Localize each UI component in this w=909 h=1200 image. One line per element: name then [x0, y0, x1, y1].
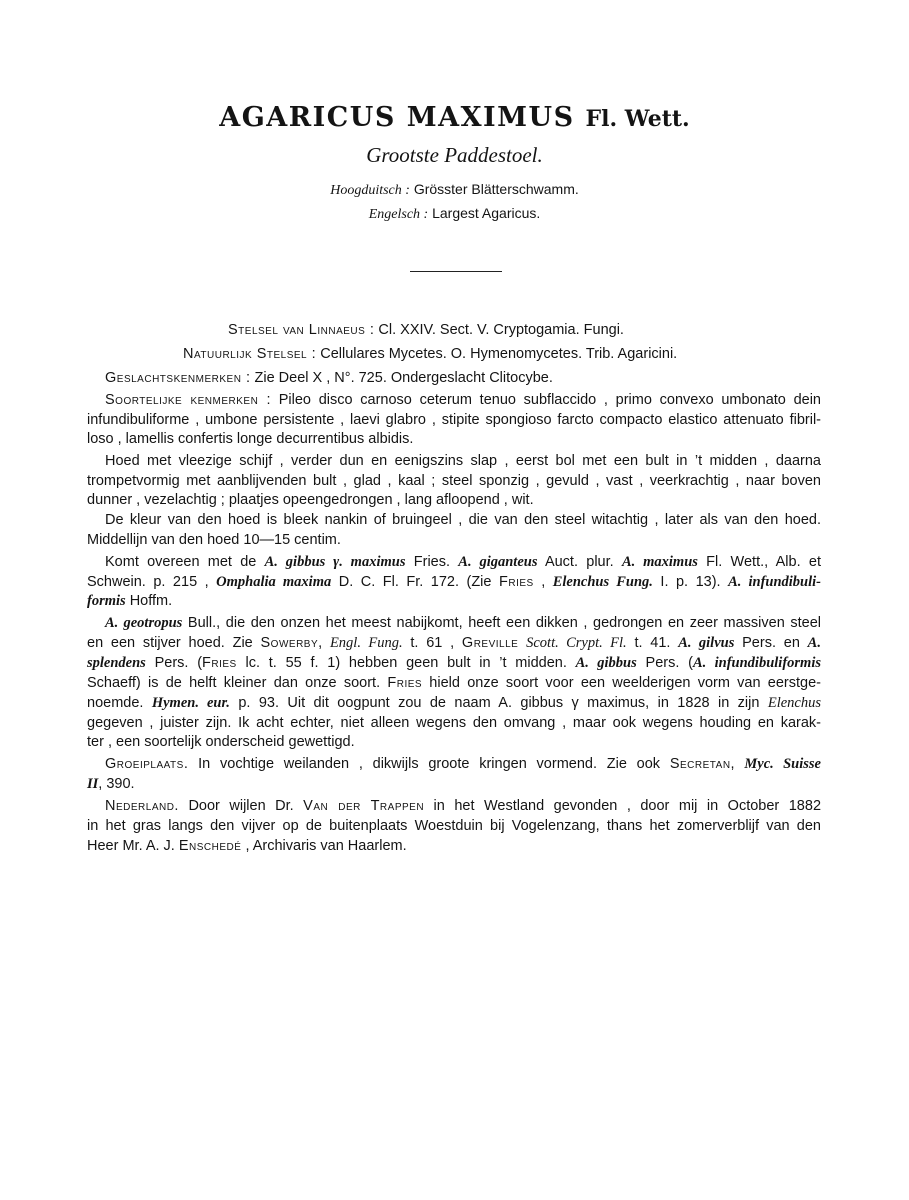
divider-rule [410, 271, 502, 272]
title-author: Fl. Wett. [585, 106, 690, 132]
comparison-line-5: noemde. Hymen. eur. p. 93. Uit dit oogpunt zou de naam A. gibbus γ maximus, in 1828 in zijn Elenchus [87, 695, 821, 711]
comparison-line-3: splendens Pers. (Fries lc. t. 55 f. 1) hebben geen bult in ’t midden. A. gibbus Pers. (A. infundibuliformis [87, 655, 821, 671]
description-line-1: Hoed met vleezige schijf , verder dun en eenigszins slap , eerst bol met een bult in ’t midden , daarna [105, 453, 821, 469]
page-title [0, 102, 909, 133]
comparison-line-1: A. geotropus Bull., die den onzen het meest nabijkomt, heeft een dikken , gedrongen en zeer massiven steel [105, 615, 821, 631]
german-name: Grösster Blätterschwamm. [413, 181, 579, 197]
synonyms-line-2: Schwein. p. 215 , Omphalia maxima D. C. Fl. Fr. 172. (Zie Fries , Elenchus Fung. I. p. 13). A. infundibuli- [87, 574, 822, 590]
title-species: AGARICUS MAXIMUS [219, 102, 575, 133]
locality-line-1: Nederland. Door wijlen Dr. Van der Trappen in het Westland gevonden , door mij in October 1882 [105, 798, 822, 814]
synonyms-line-3: formis Hoffm. [87, 593, 173, 609]
habitat-line-1: Groeiplaats. In vochtige weilanden , dikwijls groote kringen vormend. Zie ook Secretan, Myc. Suisse [105, 756, 821, 772]
comparison-line-6: gegeven , juister zijn. Ik acht echter, niet alleen wegens den omvang , maar ook wegens houding en karak- [87, 715, 821, 731]
dutch-name: Grootste Paddestoel. [366, 143, 543, 167]
german-name-line [0, 181, 909, 199]
description-line-3: dunner , vezelachtig ; plaatjes opeengedrongen , lang afloopend , wit. [87, 492, 534, 508]
synonyms-line-1: Komt overeen met de A. gibbus γ. maximus Fries. A. giganteus Auct. plur. A. maximus Fl. Wett., Alb. et [105, 554, 821, 570]
colour-line-1: De kleur van den hoed is bleek nankin of bruingeel , die van den steel witachtig , later als van den hoed. [105, 512, 821, 528]
habitat-line-2: II, 390. [87, 776, 135, 792]
german-label: Hoogduitsch : [330, 183, 410, 198]
english-name-line [0, 205, 909, 223]
species-characters-line-2: infundibuliforme , umbone persistente , laevi glabro , stipite spongioso farcto compacto elastico attenuato fibril- [87, 412, 821, 428]
locality-line-2: in het gras langs den vijver op de buitenplaats Woestduin bij Vogelenzang, thans het zomerverblijf van den [87, 818, 821, 834]
english-name: Largest Agaricus. [432, 205, 541, 221]
comparison-line-7: ter , een soortelijk onderscheid gewettigd. [87, 734, 355, 750]
comparison-line-2: en een stijver hoed. Zie Sowerby, Engl. Fung. t. 61 , Greville Scott. Crypt. Fl. t. 41. A. gilvus Pers. en A. [87, 635, 821, 651]
english-label: Engelsch : [368, 207, 429, 222]
locality-line-3: Heer Mr. A. J. Enschedé , Archivaris van Haarlem. [87, 838, 407, 854]
species-characters-line-3: loso , lamellis confertis longe decurrentibus albidis. [87, 431, 414, 447]
comparison-line-4: Schaeff) is de helft kleiner dan onze soort. Fries hield onze soort voor een weelderigen vorm van eerstge- [87, 675, 821, 691]
description-line-2: trompetvormig met aanblijvenden bult , glad , kaal ; steel sponzig , gevuld , vast , veerkrachtig , naar boven [87, 473, 821, 489]
species-characters-line-1: Soortelijke kenmerken : Pileo disco carnoso ceterum tenuo subflaccido , primo convexo umbonato dein [105, 392, 821, 408]
colour-line-2: Middellijn van den hoed 10—15 centim. [87, 532, 341, 548]
genus-characters: Geslachtskenmerken : Zie Deel X , N°. 725. Ondergeslacht Clitocybe. [105, 370, 553, 386]
linnaeus-system: Stelsel van Linnaeus : Cl. XXIV. Sect. V. Cryptogamia. Fungi. [228, 322, 624, 338]
natural-system: Natuurlijk Stelsel : Cellulares Mycetes. O. Hymenomycetes. Trib. Agaricini. [183, 346, 678, 362]
